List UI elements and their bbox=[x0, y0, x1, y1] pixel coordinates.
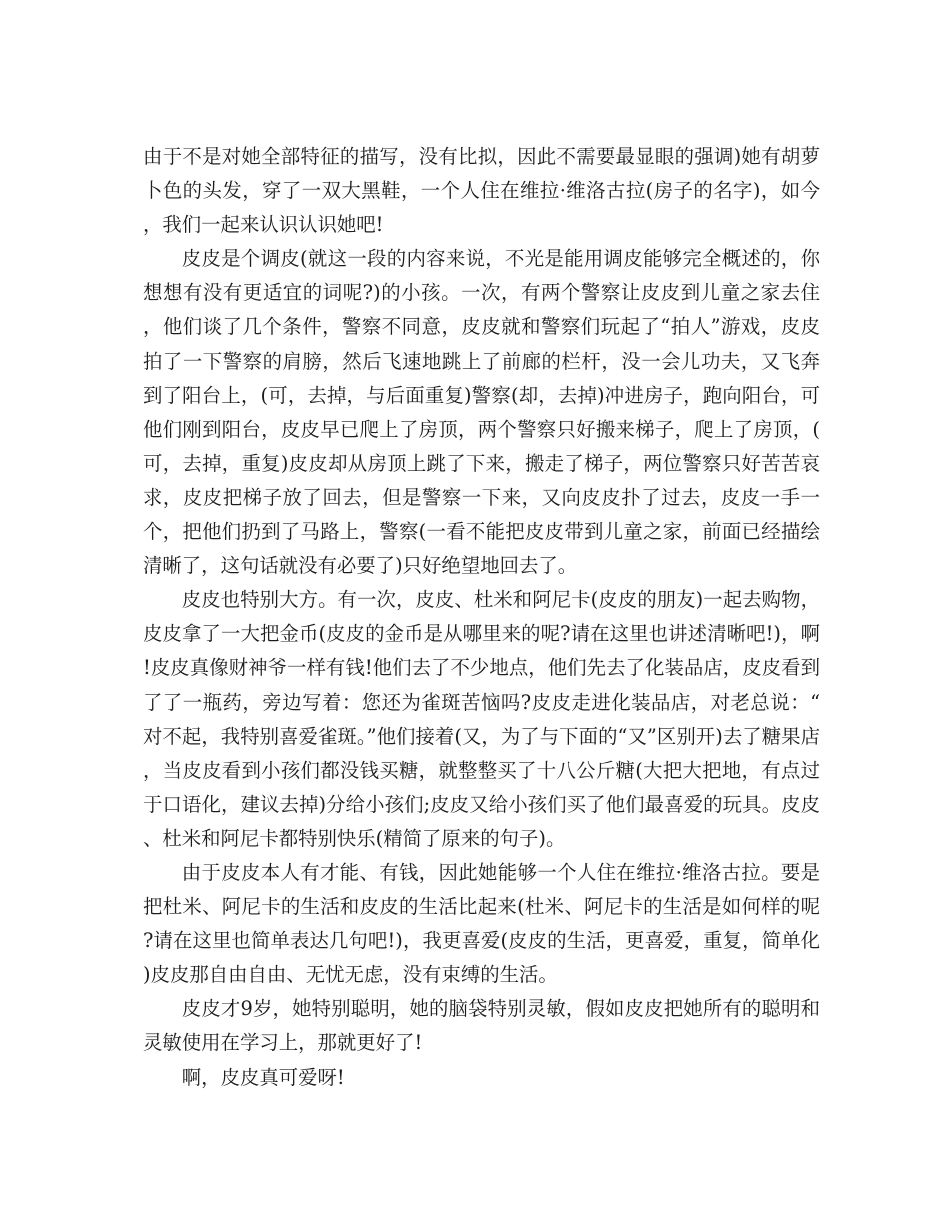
paragraph-5: 皮皮才9岁，她特别聪明，她的脑袋特别灵敏，假如皮皮把她所有的聪明和灵敏使用在学习上，那就更好了! bbox=[143, 997, 820, 1055]
paragraph-4: 由于皮皮本人有才能、有钱，因此她能够一个人住在维拉·维洛古拉。要是把杜米、阿尼卡的生活和皮皮的生活比起来(杜米、阿尼卡的生活是如何样的呢?请在这里也简单表达几句吧!)，我更喜爱(皮皮的生活，更喜爱，重复，简单化)皮皮那自由自由、无忧无虑，没有束缚的生活。 bbox=[143, 860, 820, 987]
paragraph-1: 由于不是对她全部特征的描写，没有比拟，因此不需要最显眼的强调)她有胡萝卜色的头发，穿了一双大黑鞋，一个人住在维拉·维洛古拉(房子的名字)，如今，我们一起来认识认识她吧! bbox=[143, 145, 820, 237]
paragraph-3: 皮皮也特别大方。有一次，皮皮、杜米和阿尼卡(皮皮的朋友)一起去购物，皮皮拿了一大把金币(皮皮的金币是从哪里来的呢?请在这里也讲述清晰吧!)，啊!皮皮真像财神爷一样有钱!他们去了不少地点，他们先去了化装品店，皮皮看到了了一瓶药，旁边写着：您还为雀斑苦恼吗?皮皮走进化装品店，对老总说：“对不起，我特别喜爱雀斑。”他们接着(又，为了与下面的“又”区别开)去了糖果店，当皮皮看到小孩们都没钱买糖，就整整买了十八公斤糖(大把大把地，有点过于口语化，建议去掉)分给小孩们;皮皮又给小孩们买了他们最喜爱的玩具。皮皮、杜米和阿尼卡都特别快乐(精简了原来的句子)。 bbox=[143, 588, 820, 850]
document-body bbox=[143, 140, 820, 1095]
paragraph-2: 皮皮是个调皮(就这一段的内容来说，不光是能用调皮能够完全概述的，你想想有没有更适宜的词呢?)的小孩。一次，有两个警察让皮皮到儿童之家去住，他们谈了几个条件，警察不同意，皮皮就和警察们玩起了“拍人”游戏，皮皮拍了一下警察的肩膀，然后飞速地跳上了前廊的栏杆，没一会儿功夫，又飞奔到了阳台上，(可，去掉，与后面重复)警察(却，去掉)冲进房子，跑向阳台，可他们刚到阳台，皮皮早已爬上了房顶，两个警察只好搬来梯子，爬上了房顶，(可，去掉，重复)皮皮却从房顶上跳了下来，搬走了梯子，两位警察只好苦苦哀求，皮皮把梯子放了回去，但是警察一下来，又向皮皮扑了过去，皮皮一手一个，把他们扔到了马路上，警察(一看不能把皮皮带到儿童之家，前面已经描绘清晰了，这句话就没有必要了)只好绝望地回去了。 bbox=[143, 247, 820, 578]
paragraph-6: 啊，皮皮真可爱呀! bbox=[181, 1065, 345, 1089]
